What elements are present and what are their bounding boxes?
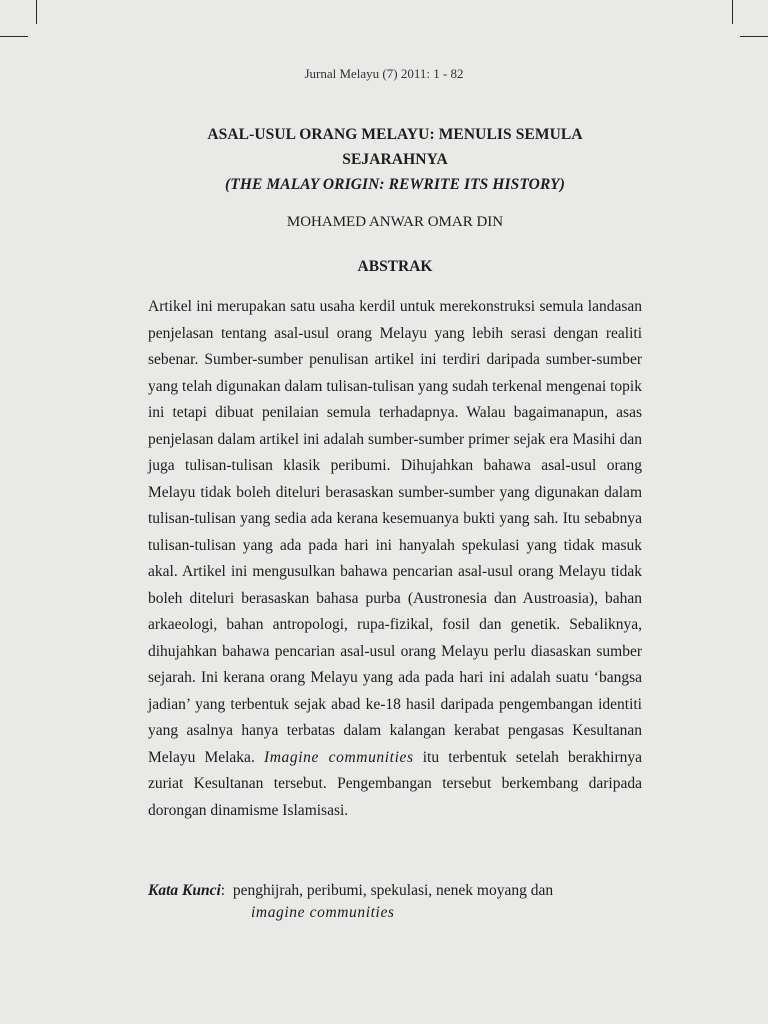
keywords-italic-term: imagine communities <box>251 904 395 921</box>
abstract-text-part-1: Artikel ini merupakan satu usaha kerdil untuk merekonstruksi semula landasan penjelasan tentang asal-usul orang Melayu yang lebih serasi dengan realiti sebenar. Sumber-sumber penulisan artikel ini terdiri daripada sumber-sumber yang telah digunakan dalam tulisan-tulisan yang sudah terkenal mengenai topik ini tetapi dibuat penilaian semula terhadapnya. Walau bagaimanapun, asas penjelasan dalam artikel ini adalah sumber-sumber primer sejak era Masihi dan juga tulisan-tulisan klasik peribumi. Dihujahkan bahawa asal-usul orang Melayu tidak boleh diteluri berasaskan sumber-sumber yang digunakan dalam tulisan-tulisan yang sedia ada kerana kesemuanya bukti yang sah. Itu sebabnya tulisan-tulisan yang ada pada hari ini hanyalah spekulasi yang tidak masuk akal. Artikel ini mengusulkan bahawa pencarian asal-usul orang Melayu tidak boleh diteluri berasaskan bahasa purba (Austronesia dan Austroasia), bahan arkaeologi, bahan antropologi, rupa-fizikal, fosil dan genetik. Sebaliknya, dihujahkan bahawa pencarian asal-usul orang Melayu perlu diasaskan sumber sejarah. Ini kerana orang Melayu yang ada pada hari ini adalah suatu ‘bangsa jadian’ yang terbentuk sejak abad ke-18 hasil daripada pengembangan identiti yang asalnya hanya terbatas dalam kalangan kerabat pengasas Kesultanan Melayu Melaka. <box>148 298 642 766</box>
crop-mark-right-top <box>740 36 768 37</box>
article-title <box>140 122 650 197</box>
crop-mark-left-top <box>0 36 28 37</box>
keywords-terms: penghijrah, peribumi, spekulasi, nenek moyang dan <box>232 882 554 899</box>
article-subtitle: (THE MALAY ORIGIN: REWRITE ITS HISTORY) <box>225 176 565 193</box>
author-name: MOHAMED ANWAR OMAR DIN <box>286 214 504 230</box>
keywords <box>148 880 642 924</box>
crop-mark-top-left <box>36 0 37 24</box>
title-line-1: ASAL-USUL ORANG MELAYU: MENULIS SEMULA <box>207 126 583 143</box>
keywords-colon: : <box>220 882 226 899</box>
keywords-label: Kata Kunci <box>148 882 221 899</box>
abstract-text-part-2: itu terbentuk setelah berakhirnya zuriat Kesultanan tersebut. Pengembangan tersebut berkembang daripada dorongan dinamisme Islamisasi. <box>148 748 643 819</box>
abstract-heading: ABSTRAK <box>357 258 433 275</box>
title-line-2: SEJARAHNYA <box>342 151 448 168</box>
crop-mark-top-right <box>732 0 733 24</box>
abstract-body <box>148 294 642 824</box>
abstract-italic-term: Imagine communities <box>263 748 414 766</box>
running-head: Jurnal Melayu (7) 2011: 1 - 82 <box>304 66 464 81</box>
